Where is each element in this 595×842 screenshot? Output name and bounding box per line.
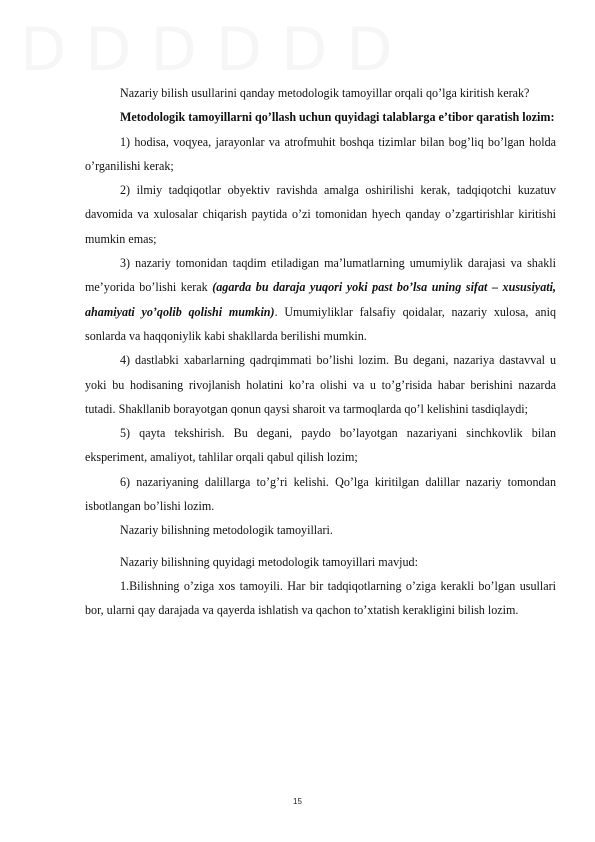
paragraph-item-1: 1) hodisa, voqyea, jarayonlar va atrofmuhit boshqa tizimlar bilan bog’liq bo’lgan holda o’rganilishi kerak; — [85, 134, 556, 173]
paragraph-item-6: 6) nazariyaning dalillarga to’g’ri kelishi. Qo’lga kiritilgan dalillar nazariy tomondan isbotlangan bo’lishi lozim. — [85, 474, 556, 514]
paragraph-principle-1: 1.Bilishning o’ziga xos tamoyili. Har bir tadqiqotlarning o’ziga kerakli bo’lgan usullari bor, ularni qay darajada va qayerda ishlatish va qachon to’xtatish kerakligini bilish lozim. — [85, 578, 556, 618]
paragraph-heading: Metodologik tamoyillarni qo’llash uchun quyidagi talablarga e’tibor qaratish lozim: — [120, 110, 555, 125]
paragraph-intro: Nazariy bilishning quyidagi metodologik tamoyillari mavjud: — [120, 554, 418, 569]
item-3-text-start: 3) nazariy tomonidan taqdim etiladigan ma’lumatlarning umumiylik darajasi va shakli me’yorida bo’lishi kerak — [85, 256, 556, 295]
paragraph-item-2: 2) ilmiy tadqiqotlar obyektiv ravishda amalga oshirilishi kerak, tadqiqotchi kuzatuv davomida va xulosalar chiqarish paytida o’zi tomonidan hyech qanday o’zgartirishlar kiritishi mumkin emas; — [85, 183, 556, 246]
paragraph-item-3 — [85, 251, 556, 348]
paragraph-question: Nazariy bilish usullarini qanday metodologik tamoyillar orqali qo’lga kiritish kerak? — [120, 86, 530, 100]
item-3-text-end: . Umumiyliklar falsafiy qoidalar, nazariy xulosa, aniq sonlarda va haqqoniylik kabi shakllarda berilishi mumkin. — [85, 304, 556, 343]
paragraph-item-5: 5) qayta tekshirish. Bu degani, paydo bo’layotgan nazariyani sinchkovlik bilan eksperiment, amaliyot, tahlilar orqali qabul qilish lozim; — [85, 426, 556, 465]
document-body — [85, 81, 556, 623]
page-number: 15 — [293, 797, 302, 806]
paragraph-subtitle: Nazariy bilishning metodologik tamoyillari. — [120, 523, 333, 538]
svg-text:D D D D D D: D D D D D D — [20, 15, 393, 85]
paragraph-item-4: 4) dastlabki xabarlarning qadrqimmati bo’lishi lozim. Bu degani, nazariya dastavval u yoki bu hodisaning rivojlanish holatini ko’ra olishi va u to’g’risida habar berishini nazarda tutadi. Shakllanib borayotgan qonun qaysi sharoit va tarmoqlarda qo’l kelishini tasdiqlaydi; — [85, 353, 556, 416]
item-3-emphasis: (agarda bu daraja yuqori yoki past bo’lsa uning sifat – xususiyati, ahamiyati yo’qolib qolishi mumkin) — [85, 280, 556, 319]
